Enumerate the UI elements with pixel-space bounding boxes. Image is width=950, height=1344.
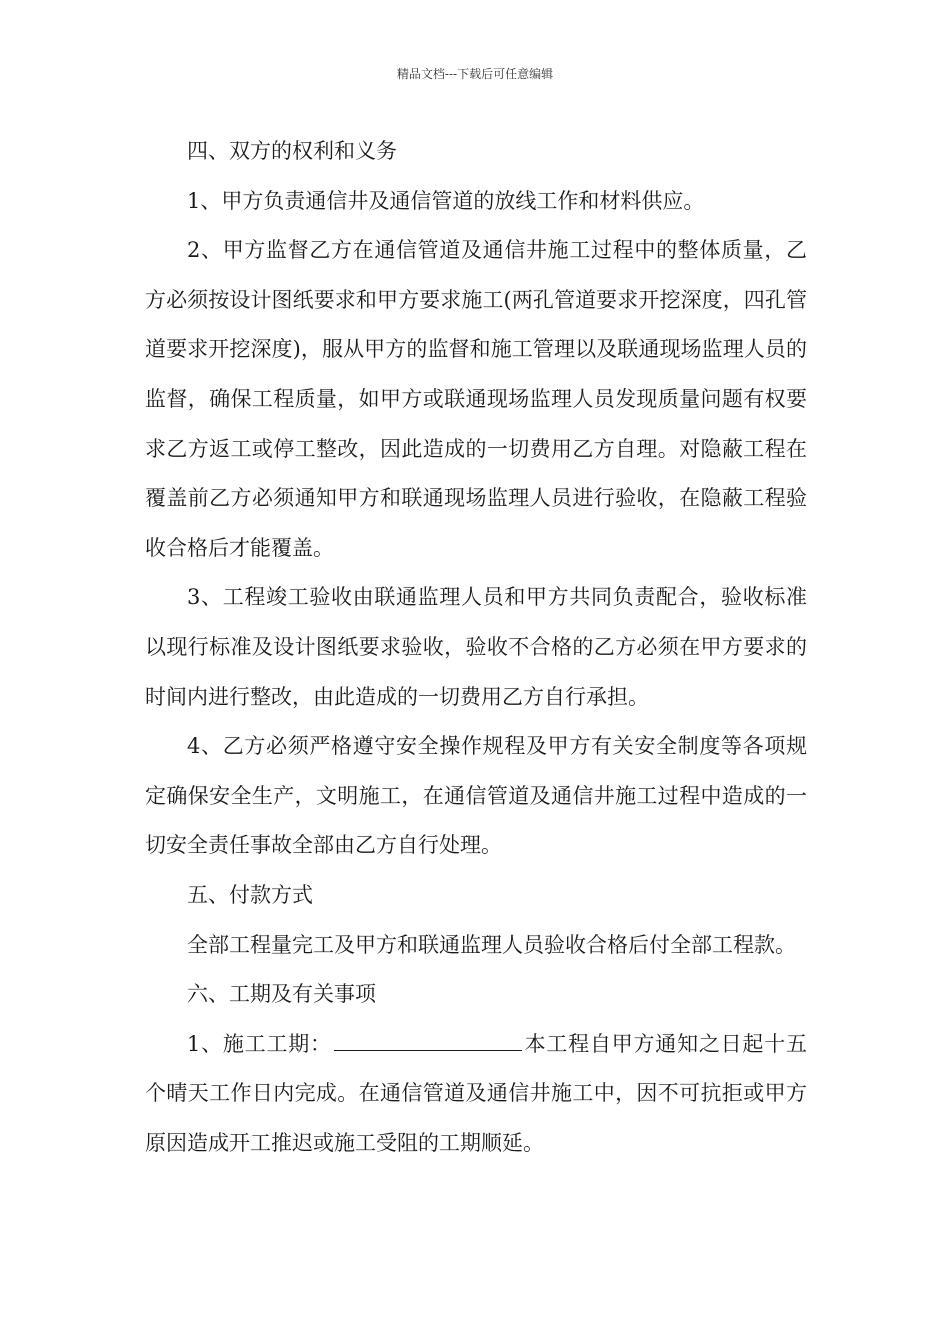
paragraph-clause-2: 2、甲方监督乙方在通信管道及通信井施工过程中的整体质量，乙方必须按设计图纸要求和甲方要求施工(两孔管道要求开挖深度，四孔管道要求开挖深度)，服从甲方的监督和施工管理以及联通现场监理人员的监督，确保工程质量，如甲方或联通现场监理人员发现质量问题有权要求乙方返工或停工整改，因此造成的一切费用乙方自理。对隐蔽工程在覆盖前乙方必须通知甲方和联通现场监理人员进行验收，在隐蔽工程验收合格后才能覆盖。	[145, 238, 807, 560]
schedule-text: 本工程自甲方通知之日起十五个晴天工作日内完成。在通信管道及通信井施工中，因不可抗拒或甲方原因造成开工推迟或施工受阻的工期顺延。	[145, 1031, 807, 1155]
fill-in-blank[interactable]	[334, 1028, 522, 1051]
paragraph-schedule-1	[145, 1020, 807, 1169]
section-heading-rights: 四、双方的权利和义务	[187, 139, 397, 163]
document-body	[145, 127, 807, 1168]
page-header: 精品文档---下载后可任意编辑	[396, 67, 554, 81]
schedule-label: 1、施工工期：	[187, 1031, 332, 1056]
section-heading-payment: 五、付款方式	[187, 882, 313, 907]
section-heading-schedule: 六、工期及有关事项	[187, 982, 376, 1007]
paragraph-clause-1: 1、甲方负责通信井及通信管道的放线工作和材料供应。	[187, 188, 705, 213]
paragraph-clause-4: 4、乙方必须严格遵守安全操作规程及甲方有关安全制度等各项规定确保安全生产，文明施工，在通信管道及通信井施工过程中造成的一切安全责任事故全部由乙方自行处理。	[145, 734, 807, 858]
paragraph-payment: 全部工程量完工及甲方和联通监理人员验收合格后付全部工程款。	[187, 932, 796, 957]
paragraph-clause-3: 3、工程竣工验收由联通监理人员和甲方共同负责配合，验收标准以现行标准及设计图纸要求验收，验收不合格的乙方必须在甲方要求的时间内进行整改，由此造成的一切费用乙方自行承担。	[145, 585, 807, 709]
